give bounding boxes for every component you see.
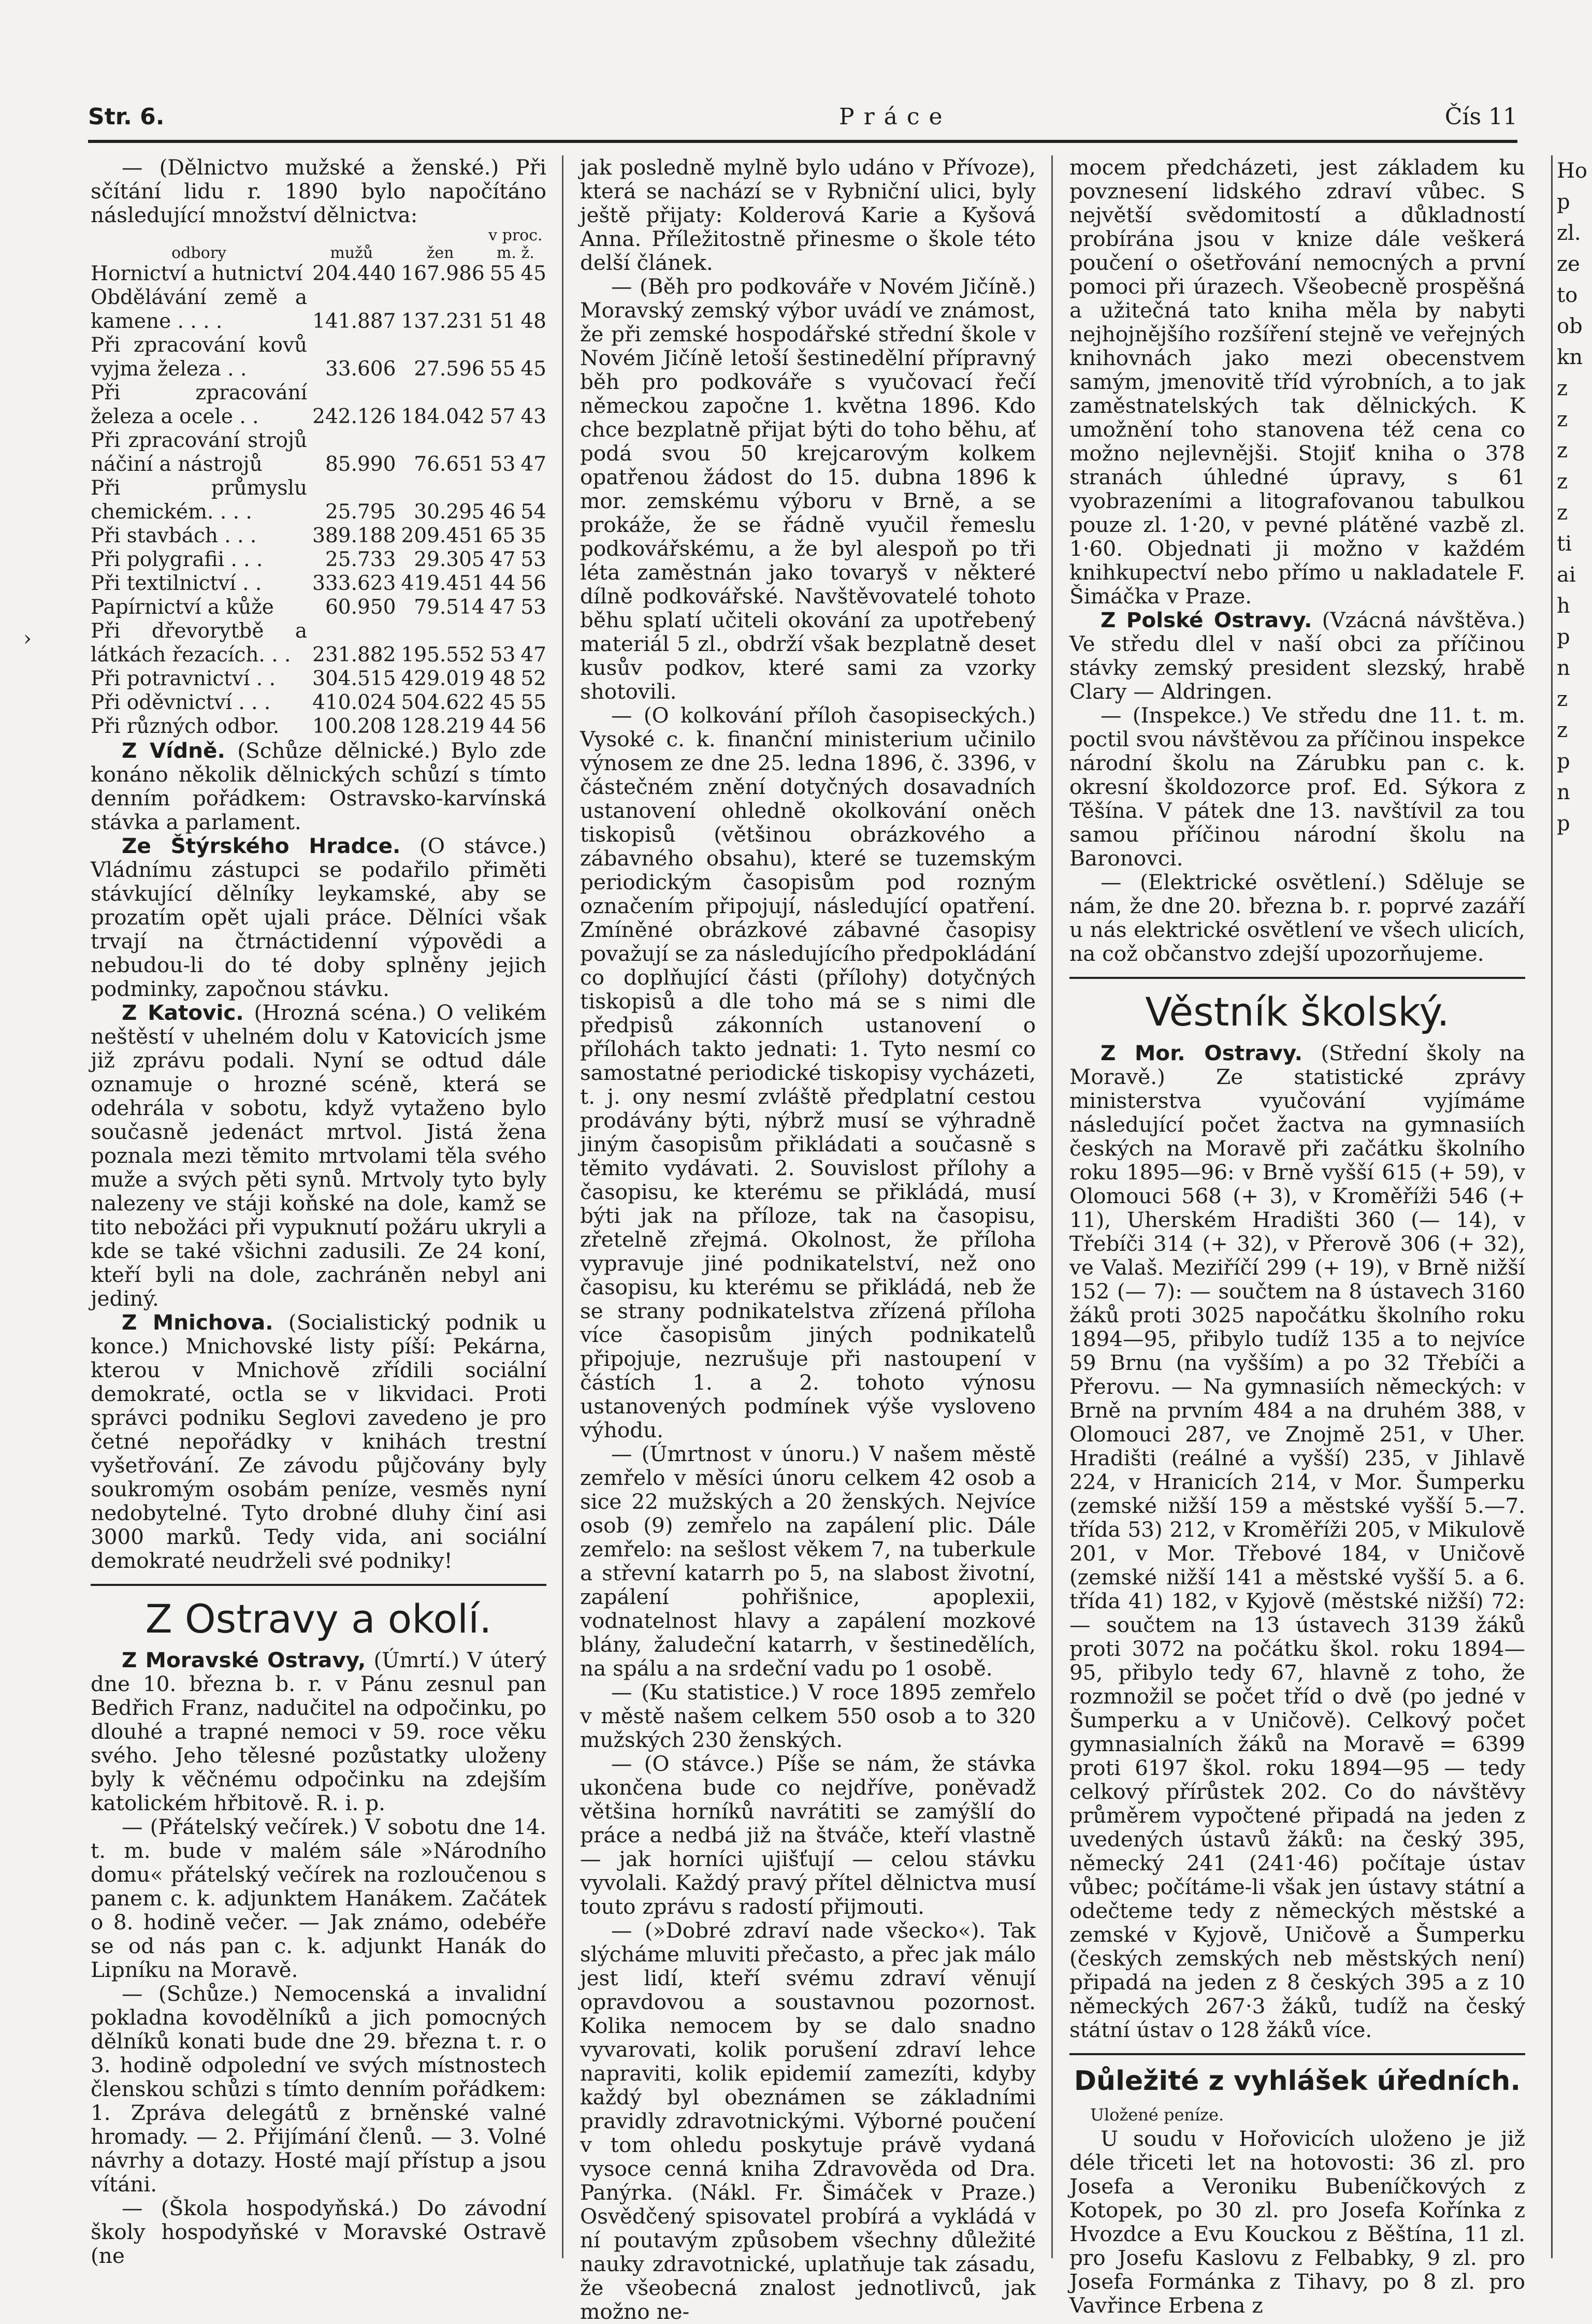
column-2 — [580, 155, 1036, 2324]
row-value: 44 — [489, 715, 516, 738]
row-value: 47 — [489, 596, 516, 619]
row-value: 204.440 — [312, 262, 396, 285]
article-polish-ostrava: Z Polské Ostravy. (Vzácná návštěva.) Ve středu dlel v naší obci za příčinou stávky zemský president slezský, hrabě Clary — Aldringen. — [1069, 608, 1526, 704]
row-label: Při potravnictví . . — [91, 667, 276, 690]
table-row — [91, 715, 546, 739]
row-value: 56 — [520, 572, 546, 595]
table-row — [91, 667, 546, 691]
row-value: 333.623 — [312, 572, 396, 595]
edge-fragment: z — [1557, 377, 1568, 400]
column-3 — [1069, 155, 1526, 2318]
row-value: 141.887 — [312, 310, 396, 333]
page-number: Str. 6. — [88, 104, 165, 130]
header-branch: odbory — [171, 244, 226, 262]
row-value: 195.552 — [401, 643, 485, 667]
row-value: 504.622 — [401, 691, 485, 714]
row-value: 79.514 — [414, 596, 485, 619]
article-katowice: Z Katovic. (Hrozná scéna.) O velikém neštěstí v uhelném dolu v Katovicích jsme již zprávu podali. Nyní se odtud dále oznamuje o hrozné scéně, která se odehrála v sobotu, když vytaženo bylo současně jedenáct mrtvol. Jistá žena poznala mezi těmito mrtvolami těla svého muže a svých pěti synů. Mrtvoly tyto byly nalezeny ve stáji koňské na dole, kamž se tito nebožáci při vypuknutí požáru ukryli a kde se také všichni zadusili. Ze 24 koní, kteří byli na dole, zachráněn nebyl ani jediný. — [91, 1000, 546, 1311]
table-row — [91, 286, 546, 334]
row-label: Při různých odbor. — [91, 715, 280, 738]
article-workers-census: — (Dělnictvo mužské a ženské.) Při sčítání lidu r. 1890 bylo napočítáno následující množství dělnictva: — [91, 155, 546, 227]
row-value: 56 — [520, 715, 546, 738]
section-title: Důležité z vyhlášek úředních. — [1074, 2066, 1521, 2097]
row-value: 57 — [489, 405, 516, 428]
row-value: 53 — [489, 643, 516, 667]
article-strike: — (O stávce.) Píše se nám, že stávka ukončena bude co nejdříve, poněvadž většina horníků navrátiti se zamýšlí do práce a nedbá již na štváče, kteří vlastně — jak horníci ujišťují — celou stávku vyvolali. Každý pravý přítel dělnictva musí touto zprávu s radostí přijmouti. — [580, 1751, 1036, 1919]
section-divider — [91, 1584, 546, 1586]
row-label: Při stavbách . . . — [91, 524, 257, 547]
table-row — [91, 334, 546, 381]
edge-fragment: ai — [1557, 563, 1576, 587]
row-value: 30.295 — [414, 500, 485, 524]
row-value: 45 — [520, 357, 546, 381]
row-label: Při průmyslu chemickém. . . . — [91, 477, 308, 524]
row-label: Při polygrafii . . . — [91, 548, 263, 571]
row-value: 46 — [489, 500, 516, 524]
table-row — [91, 477, 546, 524]
row-value: 76.651 — [414, 453, 485, 476]
edge-fragment: z — [1557, 687, 1568, 711]
article-graz: Ze Štýrského Hradce. (O stávce.) Vládnímu zástupci se podařilo přiměti stávkující dělníky leykamské, aby se prozatím opět ujali práce. Dělníci však trvají na čtrnáctidenní výpovědi a nebudou-li do té doby splněny jejich podminky, započnou stávku. — [91, 833, 547, 1001]
table-header — [91, 227, 546, 262]
edge-fragment: z — [1557, 408, 1568, 431]
edge-fragment: p — [1557, 190, 1570, 214]
row-value: 45 — [520, 262, 546, 285]
row-value: 304.515 — [312, 667, 396, 690]
edge-fragment: p — [1557, 749, 1570, 773]
row-value: 242.126 — [312, 405, 396, 428]
table-row — [91, 548, 546, 572]
article-vienna: Z Vídně. (Schůze dělnické.) Bylo zde konáno několik dělnických schůzí s tímto denním pořádkem: Ostravsko-karvínská stávka a parlament. — [91, 738, 547, 834]
header-pct: v proc. m. ž. — [488, 226, 543, 262]
row-value: 55 — [520, 691, 546, 714]
edge-fragment: p — [1557, 625, 1570, 649]
row-value: 47 — [520, 643, 546, 667]
table-row — [91, 572, 546, 596]
edge-fragment: ze — [1557, 252, 1580, 276]
row-value: 100.208 — [312, 715, 396, 738]
edge-fragment: n — [1557, 656, 1570, 680]
row-value: 43 — [520, 405, 546, 428]
article-mortality: — (Úmrtnost v únoru.) V našem městě zemřelo v měsíci únoru celkem 42 osob a sice 22 mužských a 20 ženských. Nejvíce osob (9) zemřelo na zapálení plic. Dále zemřelo: na sešlost věkem 7, na tuberkule a střevní katarrh po 5, na slabost životní, zapálení pohřišnice, apoplexii, vodnatelnost hlavy a zapálení mozkové blány, žaludeční katarrh, v šestinedělích, na spálu a na srdeční vadu po 1 osobě. — [580, 1441, 1036, 1681]
article-lighting: — (Elektrické osvětlení.) Sděluje se nám, že dne 20. března b. r. poprvé zazáří u nás elektrické osvětlení ve všech ulicích, na což občanstvo zdejší upozorňujeme. — [1069, 870, 1525, 966]
row-label: Obdělávání země a kamene . . . . — [91, 286, 308, 333]
row-value: 29.305 — [414, 548, 485, 571]
row-value: 209.451 — [401, 524, 485, 547]
row-value: 52 — [520, 667, 546, 690]
article-deposits: U soudu v Hořovicích uloženo je již déle třiceti let na hotovosti: 36 zl. pro Josefa a Veroniku Bubeníčkových z Kotopek, po 30 zl. pro Josefa Kořínka z Hvozdce a Evu Kouckou z Běštína, 11 zl. pro Josefu Kaslovu z Felbabky, 9 zl. pro Josefa Formánka z Tihavy, po 8 zl. pro Vavřince Erbena z — [1069, 2126, 1525, 2318]
row-value: 51 — [489, 310, 516, 333]
section-title: Věstník školský. — [1145, 989, 1450, 1035]
article-health: — (»Dobré zdraví nade všecko«). Tak slýcháme mluviti přečasto, a přec jak málo jest lidí, kteří svému zdraví věnují opravdovou a soustavnou pozornost. Kolika nemocem by se dalo snadno vyvarovati, kolik porušení zdraví lehce napraviti, kolik epidemií zamezíti, kdyby každý byl obeznámen se základními pravidly zdravotnickými. Výborné poučení v tom ohledu poskytuje právě vydaná vysoce cenná kniha Zdravověda od Dra. Panýrka. (Nákl. Fr. Šimáček v Praze.) Osvědčený spisovatel probírá a vykládá v ní poutavým způsobem všechny důležité nauky zdravotnické, uplatňuje tak zásadu, že všeobecná znalost jednotlivců, jak možno ne- — [580, 1918, 1036, 2324]
article-schools: Z Mor. Ostravy. (Střední školy na Moravě.) Ze statistické zprávy ministerstva vyučování vyjímáme následující počet žactva na gymnasiích českých na Moravě při začátku školního roku 1895—96: v Brně vyšší 615 (+ 59), v Olomouci 568 (+ 3), v Kroměříži 546 (+ 11), Uherském Hradišti 360 (— 14), v Třebíči 314 (+ 32), v Přerově 306 (+ 32), ve Valaš. Meziříčí 299 (+ 19), v Brně nižší 152 (— 7): — součtem na 8 ústavech 3160 žáků proti 3025 napočátku školního roku 1894—95, přibylo tudíž 135 a to nejvíce 59 Brnu (na vyšším) a po 32 Třebíči a Přerovu. — Na gymnasiích německých: v Brně na prvním 484 a na druhém 388, v Olomouci 287, ve Znojmě 251, v Uher. Hradišti (reálné a vyšší) 235, v Jihlavě 224, v Hranicích 214, v Mor. Šumperku (zemské nižší 159 a městské vyšší 5.—7. třída 53) 212, v Kroměříži 205, v Mikulově 201, v Mor. Třebové 184, v Uničově (zemské nižší 141 a městské vyšší 5. a 6. třída 41) 182, v Kyjově (městské nižší) 72: — součtem na 13 ústavech 3139 žáků proti 3072 na počátku škol. roku 1894—95, přibylo tedy 67, hlavně z toho, že rozmnožil se počet tříd o dvě (po jedné v Šumperku a v Uničově). Celkový počet gymnasialních žáků na Moravě = 6399 proti 6197 škol. roku 1894—95 — tedy celkový přírůstek 202. Co do návštěvy průměrem vypočtené připadá na jeden z uvedených ústavů žáků: na český 395, německý 241 (241·46) počítaje ústav vůbec; počítáme-li však jen ústavy státní a odečteme tedy z německých městské a zemské v Kyjově, Uničově a Šumperku (českých zemských neb městských není) připadá na jeden z 8 českých 395 a z 10 německých 267·3 žáků, tudíž na český státní ústav o 128 žáků více. — [1069, 1041, 1526, 2042]
next-page-edge — [1551, 155, 1592, 2258]
table-row — [91, 262, 546, 286]
row-value: 47 — [520, 453, 546, 476]
section-divider — [1069, 977, 1525, 979]
article-statistics: — (Ku statistice.) V roce 1895 zemřelo v městě našem celkem 550 osob a to 320 mužských 230 ženských. — [580, 1680, 1036, 1752]
article-stamps: — (O kolkování příloh časopiseckých.) Vysoké c. k. finanční ministerium učinilo výnosem ze dne 25. ledna 1896, č. 3396, v částečném znění dotyčných dosavadních ustanovení ohledně okolkování oněch tiskopisů (většinou obrázkového a zábavného obsahu), které se tuzemským periodickým časopisům pod rozným označením připojují, následující opatření. Zmíněné obrázkové zábavné časopisy považují se za následujícího předpokládání co doplňující části (přílohy) dotyčných tiskopisů a dle toho má se s nimi dle předpisů zákonních ustanovení o přílohách takto jednati: 1. Tyto nesmí co samostatné periodické tiskopisy vycházeti, t. j. ony nesmí zvláště předplatní cestou prodávány býti, nýbrž musí se výhradně jiným časopisům přikládati a současně s těmito vydávati. 2. Souvislost přílohy a časopisu, ke kterému se přikládá, musí býti jak na příloze, tak na časopisu, zřetelně zřejmá. Okolnost, že příloha vypravuje jiné podnikatelství, než ono časopisu, ku kterému se přikládá, neb že se strany podnikatelstva zřízená příloha více časopisům jiných podnikatelů připojuje, nezrušuje při nastoupení v částích 1. a 2. tohoto výnosu ustanovených podmínek výše vysloveno výhodu. — [580, 703, 1036, 1442]
section-divider — [1069, 2053, 1525, 2055]
subheading: Uložené peníze. — [1090, 2105, 1224, 2125]
paper-name: Práce — [839, 104, 952, 130]
edge-fragment: kn — [1557, 345, 1583, 369]
column-1 — [91, 155, 547, 2268]
table-row — [91, 524, 546, 548]
row-value: 389.188 — [312, 524, 396, 547]
row-label: Při oděvnictví . . . — [91, 691, 271, 714]
article-school: — (Škola hospodyňská.) Do závodní školy hospodyňské v Moravské Ostravě (ne — [91, 2196, 546, 2268]
edge-fragment: ob — [1557, 314, 1583, 338]
table-row — [91, 381, 546, 429]
row-value: 60.950 — [325, 596, 396, 619]
header-men: mužů — [330, 244, 373, 262]
article-health-cont: mocem předcházeti, jest základem ku povznesení lidského zdraví vůbec. S největší svědomitostí a důkladností probírána jsou v knize dále veškerá poučení o ošetřování nemocných a první pomoci při úrazech. Všeobecně prospěšná a užitečná tato kniha měla by nabyti nejhojnějšího rozšíření stejně ve veřejných knihovnách jako mezi obecenstvem samým, jmenovitě tříd výrobních, a to jak zaměstnatelských tak dělnických. K umožnění toho stanovena též cena co možno nejlevnějši. Stojiť kniha o 378 stranách úhledné úpravy, s 61 vyobrazeními a litografovanou tabulkou pouze zl. 1·20, v pevné plátěné vazbě zl. 1·60. Objednati ji možno v každém knihkupectví nebo přímo u nakladatele F. Šimáčka v Praze. — [1069, 155, 1525, 609]
row-value: 419.451 — [401, 572, 485, 595]
row-value: 85.990 — [325, 453, 396, 476]
page-header — [88, 104, 1517, 143]
row-value: 65 — [489, 524, 516, 547]
edge-fragment: to — [1557, 283, 1578, 307]
row-value: 410.024 — [312, 691, 396, 714]
article-munich: Z Mnichova. (Socialistický podnik u konce.) Mnichovské listy píší: Pekárna, kterou v Mnichově zřídili sociální demokraté, octla se v likvidaci. Proti správci podniku Seglovi zavedeno je pro četné nepořádky v knihách trestní vyšetřování. Ze závodu půjčovány byly soukromým osobám peníze, vesměs nyní nedobytelné. Tyto drobné dluhy činí asi 3000 marků. Tedy vida, ani sociální demokraté neudrželi své podniky! — [91, 1310, 547, 1573]
row-value: 48 — [489, 667, 516, 690]
edge-fragment: z — [1557, 718, 1568, 742]
column-divider — [562, 155, 563, 2258]
edge-fragment: ti — [1557, 532, 1572, 556]
row-value: 25.795 — [325, 500, 396, 524]
row-value: 27.596 — [414, 357, 485, 381]
edge-fragment: n — [1557, 781, 1570, 804]
edge-fragment: z — [1557, 470, 1568, 494]
row-value: 128.219 — [401, 715, 485, 738]
edge-fragment: h — [1557, 594, 1570, 618]
row-label: Při zpracování kovů vyjma železa . . — [91, 334, 308, 381]
table-row — [91, 619, 546, 667]
row-value: 25.733 — [325, 548, 396, 571]
row-value: 54 — [520, 500, 546, 524]
edge-fragment: p — [1557, 812, 1570, 835]
row-value: 48 — [520, 310, 546, 333]
edge-fragment: zl. — [1557, 221, 1581, 245]
row-value: 35 — [520, 524, 546, 547]
row-label: Papírnictví a kůže — [91, 596, 274, 619]
article-inspection: — (Inspekce.) Ve středu dne 11. t. m. poctil svou návštěvou za příčinou inspekce národní školu na Zárubku pan c. k. okresní školdozorce prof. Ed. Sýkora z Těšína. V pátek dne 13. navštívil za tou samou příčinou národní školu na Baronovci. — [1069, 703, 1525, 871]
row-label: Při textilnictví . . — [91, 572, 262, 595]
row-label: Při dřevorytbě a látkách řezacích. . . — [91, 619, 308, 667]
article-evening: — (Přátelský večírek.) V sobotu dne 14. t. m. bude v malém sále »Národního domu« přátelský večírek na rozloučenou s panem c. k. adjunktem Hanákem. Začátek o 8. hodině večer. — Jak známo, odebéře se od nás pan c. k. adjunkt Hanák do Lipníku na Moravě. — [91, 1814, 546, 1982]
row-value: 33.606 — [325, 357, 396, 381]
section-title: Z Ostravy a okolí. — [145, 1596, 492, 1642]
issue-number: Čís 11 — [1444, 104, 1517, 130]
row-label: Při zpracování strojů náčiní a nástrojů — [91, 429, 308, 476]
row-label: Hornictví a hutnictví — [91, 262, 303, 285]
workers-table — [91, 227, 546, 739]
row-value: 45 — [489, 691, 516, 714]
header-women: žen — [426, 244, 454, 262]
row-value: 55 — [489, 357, 516, 381]
table-row — [91, 429, 546, 477]
row-value: 137.231 — [401, 310, 485, 333]
edge-fragment: z — [1557, 501, 1568, 525]
row-value: 53 — [520, 548, 546, 571]
table-row — [91, 596, 546, 619]
row-value: 231.882 — [312, 643, 396, 667]
row-value: 55 — [489, 262, 516, 285]
edge-fragment: z — [1557, 439, 1568, 463]
row-value: 184.042 — [401, 405, 485, 428]
column-divider — [1051, 155, 1053, 2258]
edge-fragment: Ho — [1557, 159, 1587, 183]
article-meeting: — (Schůze.) Nemocenská a invalidní pokladna kovodělníků a jich pomocných dělníků konati bude dne 29. března t. r. o 3. hodině odpolední ve svých místnostech členskou schůzi s tímto denním pořádkem: 1. Zpráva delegátů z brněnské valné hromady. — 2. Přijímání členů. — 3. Volné návrhy a dotazy. Hosté mají přístup a jsou vítáni. — [91, 1981, 546, 2197]
row-label: Při zpracování železa a ocele . . — [91, 381, 308, 428]
row-value: 53 — [520, 596, 546, 619]
article-farriers: — (Běh pro podkováře v Novém Jičíně.) Moravský zemský výbor uvádí ve známost, že při zemské hospodářské střední škole v Novém Jičíně letoší šestinedělní přípravný běh pro podkováře s vyučovací řečí německou započne 1. května 1896. Kdo chce bezplatně přijat býti do toho běhu, ať podá svou 50 krejcarovým kolkem opatřenou žádost do 15. dubna 1896 k mor. zemskému výboru v Brně, a se prokáže, že se řádně vyučil řemeslu podkovářskému, a že byl alespoň po tři léta zaměstnán jako tovaryš v některé dílně podkovářské. Navštěvovatelé tohoto běhu splatí učiteli okování za upotřebený materiál 5 zl., obdrží však bezplatně deset kusův podkov, které sami za vzorky shotovili. — [580, 274, 1036, 704]
article-ostrava-death: Z Moravské Ostravy, (Úmrtí.) V úterý dne 10. března b. r. v Pánu zesnul pan Bedřich Franz, nadučitel na odpočinku, po dlouhé a trapné nemoci v 59. roce věku svého. Jeho tělesné pozůstatky uloženy byly k věčnému odpočinku na zdejším katolickém hřbitově. R. i. p. — [91, 1648, 547, 1815]
article-school-cont: jak posledně mylně bylo udáno v Přívoze), která se nachází se v Rybniční ulici, byly ještě přijaty: Kolderová Karie a Kyšová Anna. Příležitostně přinesme o škole této delší článek. — [580, 155, 1036, 275]
margin-mark: › — [23, 627, 32, 651]
row-value: 47 — [489, 548, 516, 571]
row-value: 167.986 — [401, 262, 485, 285]
row-value: 53 — [489, 453, 516, 476]
row-value: 44 — [489, 572, 516, 595]
table-row — [91, 691, 546, 715]
row-value: 429.019 — [401, 667, 485, 690]
